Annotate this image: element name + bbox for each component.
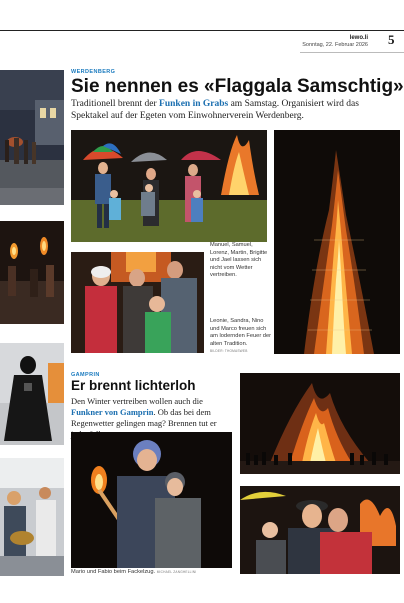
article1-kicker: WERDENBERG: [71, 69, 116, 75]
photo-funken-bonfire: [274, 130, 400, 354]
photo-family-fire: [71, 252, 204, 353]
article1-lead-end: am Samstag. Organisiert wird das Spektakel auf der Egeten vom Einwohnerverein Werdenberg.: [71, 99, 359, 121]
article2-lead-start: Den Winter vertreiben wollen auch die: [71, 396, 203, 406]
brand-label: lewo.li: [349, 35, 368, 41]
photo-gamprin-fire: [240, 373, 400, 474]
photo-darth-vader: [0, 343, 64, 445]
photo-band-musicians: [0, 458, 64, 576]
article1-credit: BILDER: THOMASWEB: [210, 349, 248, 353]
caption-fire-photo: Leonie, Sandra, Nino und Marco freuen sich am lodernden Feuer der alten Tradition.: [210, 318, 272, 347]
page-number: 5: [388, 32, 395, 47]
article1-lead: [71, 98, 376, 122]
article2-lead-link[interactable]: Funkner von Gamprin: [71, 407, 154, 417]
article1-lead-start: Traditionell brennt der: [71, 99, 160, 109]
header-rule: [300, 52, 404, 53]
article2-lead-end: . Ob das bei dem Regenwetter gelingen mag? Brennen tut er: [71, 407, 217, 428]
article2-headline: Er brennt lichterloh: [71, 378, 196, 393]
photo-torches-left: [0, 221, 64, 324]
photo-family-umbrellas: [71, 130, 267, 242]
photo-crowd-night: [0, 70, 64, 205]
article2-caption-text: Mario und Fabio beim Fackelzug.: [71, 569, 156, 575]
article2-caption: [71, 569, 196, 577]
photo-two-men-smiling: [240, 486, 400, 574]
caption-umbrella-photo: Manuel, Samuel, Lorenz, Martin, Brigitte und Jael lassen sich nicht vom Wetter vertreiben.: [210, 242, 268, 278]
article1-lead-link[interactable]: Funken in Grabs: [159, 99, 229, 109]
top-rule: [0, 30, 404, 31]
article1-headline: Sie nennen es «Flaggala Samschtig»: [71, 76, 404, 97]
article2-kicker: GAMPRIN: [71, 372, 100, 378]
issue-date: Sonntag, 22. Februar 2026: [302, 42, 368, 48]
article2-credit: MICHAEL ZANGHELLINI: [156, 570, 197, 574]
photo-torch-bearers: [71, 432, 232, 568]
